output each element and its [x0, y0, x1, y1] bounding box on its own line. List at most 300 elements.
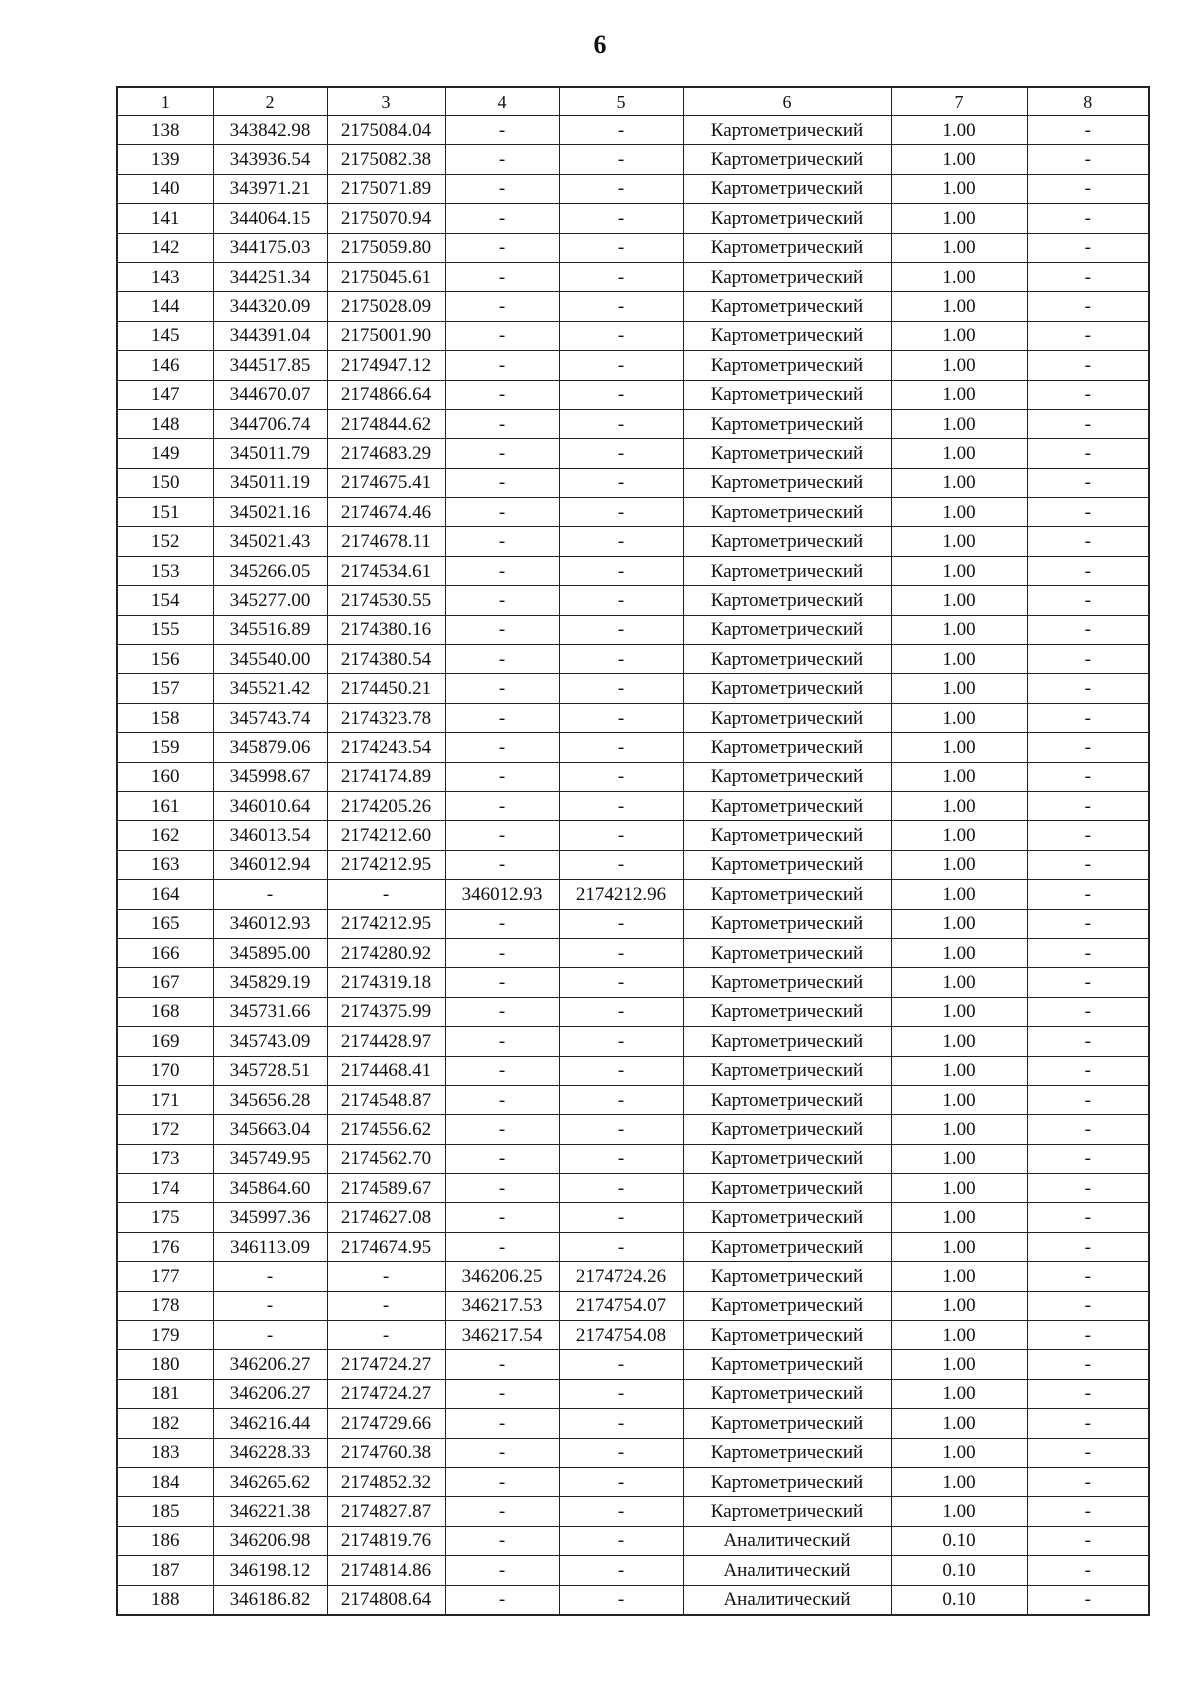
cell-point-number: 158	[117, 703, 213, 732]
cell-new-y-coordinate: -	[559, 1174, 683, 1203]
cell-new-y-coordinate: -	[559, 938, 683, 967]
cell-x-coordinate: 345516.89	[213, 615, 327, 644]
table-row	[117, 586, 1149, 615]
cell-note: -	[1027, 791, 1149, 820]
table-row	[117, 880, 1149, 909]
cell-accuracy: 1.00	[891, 821, 1027, 850]
cell-y-coordinate: -	[327, 1262, 445, 1291]
cell-new-x-coordinate: 346206.25	[445, 1262, 559, 1291]
cell-point-number: 163	[117, 850, 213, 879]
cell-y-coordinate: 2174212.95	[327, 909, 445, 938]
cell-method: Картометрический	[683, 145, 891, 174]
cell-note: -	[1027, 292, 1149, 321]
cell-point-number: 187	[117, 1556, 213, 1585]
cell-new-x-coordinate: -	[445, 1350, 559, 1379]
cell-accuracy: 1.00	[891, 1085, 1027, 1114]
cell-x-coordinate: 345663.04	[213, 1115, 327, 1144]
cell-x-coordinate: 345011.79	[213, 439, 327, 468]
cell-x-coordinate: 346228.33	[213, 1438, 327, 1467]
cell-new-y-coordinate: -	[559, 204, 683, 233]
cell-new-y-coordinate: -	[559, 409, 683, 438]
cell-note: -	[1027, 703, 1149, 732]
table-row	[117, 292, 1149, 321]
cell-point-number: 166	[117, 938, 213, 967]
cell-note: -	[1027, 233, 1149, 262]
cell-note: -	[1027, 821, 1149, 850]
cell-accuracy: 1.00	[891, 1262, 1027, 1291]
cell-accuracy: 1.00	[891, 409, 1027, 438]
cell-note: -	[1027, 1056, 1149, 1085]
cell-accuracy: 1.00	[891, 1144, 1027, 1173]
cell-x-coordinate: 346216.44	[213, 1409, 327, 1438]
cell-point-number: 154	[117, 586, 213, 615]
cell-x-coordinate: 343842.98	[213, 116, 327, 145]
cell-method: Картометрический	[683, 1291, 891, 1320]
cell-new-x-coordinate: -	[445, 233, 559, 262]
cell-method: Картометрический	[683, 909, 891, 938]
cell-x-coordinate: 345656.28	[213, 1085, 327, 1114]
cell-note: -	[1027, 498, 1149, 527]
cell-y-coordinate: 2174674.46	[327, 498, 445, 527]
table-row	[117, 733, 1149, 762]
cell-x-coordinate: 346198.12	[213, 1556, 327, 1585]
cell-x-coordinate: 346012.94	[213, 850, 327, 879]
cell-new-y-coordinate: -	[559, 1556, 683, 1585]
cell-method: Картометрический	[683, 409, 891, 438]
cell-new-y-coordinate: -	[559, 233, 683, 262]
cell-new-x-coordinate: -	[445, 997, 559, 1026]
cell-note: -	[1027, 1467, 1149, 1496]
cell-method: Картометрический	[683, 556, 891, 585]
cell-x-coordinate: 345879.06	[213, 733, 327, 762]
cell-new-x-coordinate: -	[445, 1232, 559, 1261]
cell-new-y-coordinate: -	[559, 1056, 683, 1085]
cell-accuracy: 1.00	[891, 527, 1027, 556]
cell-accuracy: 1.00	[891, 997, 1027, 1026]
cell-note: -	[1027, 1291, 1149, 1320]
cell-new-x-coordinate: -	[445, 527, 559, 556]
cell-new-x-coordinate: -	[445, 1203, 559, 1232]
cell-accuracy: 1.00	[891, 468, 1027, 497]
cell-y-coordinate: 2174819.76	[327, 1526, 445, 1555]
cell-new-y-coordinate: -	[559, 439, 683, 468]
cell-method: Картометрический	[683, 1174, 891, 1203]
cell-new-y-coordinate: -	[559, 556, 683, 585]
cell-note: -	[1027, 1174, 1149, 1203]
cell-new-x-coordinate: -	[445, 703, 559, 732]
cell-note: -	[1027, 1526, 1149, 1555]
cell-x-coordinate: 346206.27	[213, 1379, 327, 1408]
cell-note: -	[1027, 527, 1149, 556]
cell-accuracy: 0.10	[891, 1556, 1027, 1585]
table-row	[117, 1203, 1149, 1232]
cell-accuracy: 1.00	[891, 439, 1027, 468]
cell-new-y-coordinate: -	[559, 1467, 683, 1496]
cell-note: -	[1027, 1232, 1149, 1261]
cell-accuracy: 1.00	[891, 1379, 1027, 1408]
cell-method: Аналитический	[683, 1585, 891, 1615]
cell-y-coordinate: 2175071.89	[327, 174, 445, 203]
table-row	[117, 498, 1149, 527]
cell-y-coordinate: 2174428.97	[327, 1027, 445, 1056]
cell-new-x-coordinate: -	[445, 645, 559, 674]
table-row	[117, 850, 1149, 879]
cell-point-number: 176	[117, 1232, 213, 1261]
cell-method: Картометрический	[683, 615, 891, 644]
cell-new-x-coordinate: 346217.54	[445, 1321, 559, 1350]
cell-y-coordinate: 2174380.16	[327, 615, 445, 644]
cell-note: -	[1027, 1379, 1149, 1408]
cell-new-x-coordinate: -	[445, 821, 559, 850]
cell-x-coordinate: 345997.36	[213, 1203, 327, 1232]
cell-x-coordinate: 345728.51	[213, 1056, 327, 1085]
cell-y-coordinate: 2174724.27	[327, 1379, 445, 1408]
table-row	[117, 1556, 1149, 1585]
table-row	[117, 791, 1149, 820]
cell-new-y-coordinate: -	[559, 909, 683, 938]
cell-new-x-coordinate: -	[445, 1467, 559, 1496]
cell-new-y-coordinate: -	[559, 968, 683, 997]
cell-x-coordinate: 346012.93	[213, 909, 327, 938]
table-row	[117, 1467, 1149, 1496]
cell-accuracy: 1.00	[891, 351, 1027, 380]
cell-x-coordinate: 345731.66	[213, 997, 327, 1026]
cell-point-number: 164	[117, 880, 213, 909]
cell-x-coordinate: 344670.07	[213, 380, 327, 409]
cell-x-coordinate: -	[213, 880, 327, 909]
cell-accuracy: 1.00	[891, 703, 1027, 732]
cell-accuracy: 1.00	[891, 1174, 1027, 1203]
cell-y-coordinate: 2175001.90	[327, 321, 445, 350]
cell-y-coordinate: 2174375.99	[327, 997, 445, 1026]
cell-new-y-coordinate: -	[559, 850, 683, 879]
cell-point-number: 157	[117, 674, 213, 703]
cell-new-y-coordinate: -	[559, 674, 683, 703]
cell-note: -	[1027, 380, 1149, 409]
cell-x-coordinate: 345540.00	[213, 645, 327, 674]
table-row	[117, 556, 1149, 585]
cell-accuracy: 1.00	[891, 1497, 1027, 1526]
cell-x-coordinate: 343936.54	[213, 145, 327, 174]
cell-new-x-coordinate: -	[445, 762, 559, 791]
cell-note: -	[1027, 1556, 1149, 1585]
cell-x-coordinate: 345829.19	[213, 968, 327, 997]
cell-y-coordinate: 2174548.87	[327, 1085, 445, 1114]
cell-new-y-coordinate: -	[559, 116, 683, 145]
table-row	[117, 1526, 1149, 1555]
table-row	[117, 1497, 1149, 1526]
cell-accuracy: 1.00	[891, 498, 1027, 527]
cell-point-number: 172	[117, 1115, 213, 1144]
cell-new-x-coordinate: -	[445, 1497, 559, 1526]
table-row	[117, 1174, 1149, 1203]
cell-point-number: 151	[117, 498, 213, 527]
cell-point-number: 161	[117, 791, 213, 820]
cell-new-y-coordinate: -	[559, 468, 683, 497]
cell-point-number: 155	[117, 615, 213, 644]
cell-point-number: 188	[117, 1585, 213, 1615]
cell-new-x-coordinate: -	[445, 498, 559, 527]
cell-new-x-coordinate: -	[445, 1085, 559, 1114]
column-header-2: 2	[213, 87, 327, 116]
cell-new-x-coordinate: -	[445, 968, 559, 997]
cell-new-y-coordinate: -	[559, 1585, 683, 1615]
cell-method: Картометрический	[683, 1350, 891, 1379]
cell-new-x-coordinate: -	[445, 116, 559, 145]
table-row	[117, 968, 1149, 997]
cell-new-y-coordinate: -	[559, 1379, 683, 1408]
cell-accuracy: 1.00	[891, 1350, 1027, 1379]
cell-new-x-coordinate: -	[445, 380, 559, 409]
cell-new-y-coordinate: -	[559, 703, 683, 732]
cell-point-number: 186	[117, 1526, 213, 1555]
cell-y-coordinate: 2174589.67	[327, 1174, 445, 1203]
cell-y-coordinate: 2175082.38	[327, 145, 445, 174]
column-header-5: 5	[559, 87, 683, 116]
cell-new-y-coordinate: -	[559, 1144, 683, 1173]
cell-y-coordinate: -	[327, 1321, 445, 1350]
cell-accuracy: 0.10	[891, 1585, 1027, 1615]
cell-new-x-coordinate: -	[445, 1438, 559, 1467]
table-row	[117, 1085, 1149, 1114]
cell-new-x-coordinate: -	[445, 733, 559, 762]
table-row	[117, 997, 1149, 1026]
cell-method: Картометрический	[683, 645, 891, 674]
cell-accuracy: 1.00	[891, 1115, 1027, 1144]
table-row	[117, 615, 1149, 644]
cell-new-x-coordinate: -	[445, 321, 559, 350]
cell-note: -	[1027, 586, 1149, 615]
cell-new-y-coordinate: -	[559, 1203, 683, 1232]
cell-new-y-coordinate: -	[559, 351, 683, 380]
table-row	[117, 1115, 1149, 1144]
cell-point-number: 138	[117, 116, 213, 145]
cell-x-coordinate: 345266.05	[213, 556, 327, 585]
table-row	[117, 527, 1149, 556]
cell-method: Картометрический	[683, 1203, 891, 1232]
cell-note: -	[1027, 351, 1149, 380]
cell-point-number: 179	[117, 1321, 213, 1350]
table-row	[117, 116, 1149, 145]
cell-x-coordinate: 345743.74	[213, 703, 327, 732]
cell-accuracy: 1.00	[891, 1409, 1027, 1438]
cell-x-coordinate: 346221.38	[213, 1497, 327, 1526]
cell-new-y-coordinate: -	[559, 586, 683, 615]
cell-accuracy: 1.00	[891, 262, 1027, 291]
cell-note: -	[1027, 880, 1149, 909]
cell-method: Картометрический	[683, 703, 891, 732]
cell-method: Картометрический	[683, 733, 891, 762]
cell-point-number: 184	[117, 1467, 213, 1496]
cell-point-number: 152	[117, 527, 213, 556]
cell-accuracy: 1.00	[891, 762, 1027, 791]
cell-x-coordinate: 346010.64	[213, 791, 327, 820]
cell-note: -	[1027, 1438, 1149, 1467]
cell-note: -	[1027, 145, 1149, 174]
cell-note: -	[1027, 850, 1149, 879]
cell-point-number: 148	[117, 409, 213, 438]
cell-new-y-coordinate: -	[559, 1115, 683, 1144]
page-number: 6	[593, 30, 607, 59]
cell-y-coordinate: 2175059.80	[327, 233, 445, 262]
cell-point-number: 174	[117, 1174, 213, 1203]
cell-y-coordinate: 2174205.26	[327, 791, 445, 820]
table-row	[117, 1027, 1149, 1056]
table-row	[117, 909, 1149, 938]
table-row	[117, 262, 1149, 291]
cell-accuracy: 1.00	[891, 586, 1027, 615]
table-row	[117, 174, 1149, 203]
cell-y-coordinate: 2175028.09	[327, 292, 445, 321]
cell-new-x-coordinate: -	[445, 1379, 559, 1408]
cell-note: -	[1027, 762, 1149, 791]
cell-method: Картометрический	[683, 174, 891, 203]
cell-y-coordinate: 2175045.61	[327, 262, 445, 291]
cell-method: Картометрический	[683, 821, 891, 850]
cell-method: Картометрический	[683, 1056, 891, 1085]
cell-new-y-coordinate: -	[559, 262, 683, 291]
cell-method: Картометрический	[683, 321, 891, 350]
cell-method: Картометрический	[683, 498, 891, 527]
cell-note: -	[1027, 1497, 1149, 1526]
cell-new-y-coordinate: 2174724.26	[559, 1262, 683, 1291]
cell-new-x-coordinate: -	[445, 1144, 559, 1173]
cell-new-x-coordinate: -	[445, 1056, 559, 1085]
cell-new-y-coordinate: -	[559, 1409, 683, 1438]
cell-note: -	[1027, 116, 1149, 145]
cell-new-y-coordinate: -	[559, 292, 683, 321]
cell-point-number: 159	[117, 733, 213, 762]
cell-point-number: 168	[117, 997, 213, 1026]
cell-method: Картометрический	[683, 527, 891, 556]
cell-note: -	[1027, 674, 1149, 703]
cell-y-coordinate: 2174530.55	[327, 586, 445, 615]
cell-point-number: 160	[117, 762, 213, 791]
cell-note: -	[1027, 1585, 1149, 1615]
cell-y-coordinate: 2175084.04	[327, 116, 445, 145]
cell-method: Картометрический	[683, 1144, 891, 1173]
cell-accuracy: 1.00	[891, 174, 1027, 203]
cell-new-y-coordinate: -	[559, 1350, 683, 1379]
cell-new-y-coordinate: -	[559, 1027, 683, 1056]
cell-new-x-coordinate: -	[445, 1174, 559, 1203]
cell-x-coordinate: 346206.27	[213, 1350, 327, 1379]
cell-accuracy: 1.00	[891, 674, 1027, 703]
table-row	[117, 1409, 1149, 1438]
cell-x-coordinate: -	[213, 1291, 327, 1320]
cell-y-coordinate: 2174760.38	[327, 1438, 445, 1467]
cell-new-y-coordinate: -	[559, 174, 683, 203]
cell-new-y-coordinate: -	[559, 1526, 683, 1555]
cell-accuracy: 1.00	[891, 1232, 1027, 1261]
cell-method: Картометрический	[683, 1115, 891, 1144]
cell-note: -	[1027, 1085, 1149, 1114]
cell-method: Картометрический	[683, 1379, 891, 1408]
cell-new-x-coordinate: -	[445, 409, 559, 438]
cell-note: -	[1027, 556, 1149, 585]
cell-y-coordinate: 2174683.29	[327, 439, 445, 468]
cell-new-x-coordinate: -	[445, 1526, 559, 1555]
cell-x-coordinate: 346265.62	[213, 1467, 327, 1496]
column-header-6: 6	[683, 87, 891, 116]
cell-point-number: 185	[117, 1497, 213, 1526]
cell-x-coordinate: 345743.09	[213, 1027, 327, 1056]
cell-x-coordinate: 345749.95	[213, 1144, 327, 1173]
cell-x-coordinate: 345277.00	[213, 586, 327, 615]
cell-new-y-coordinate: -	[559, 1497, 683, 1526]
cell-method: Картометрический	[683, 1438, 891, 1467]
cell-accuracy: 1.00	[891, 1438, 1027, 1467]
table-header	[117, 87, 1149, 116]
cell-x-coordinate: 344175.03	[213, 233, 327, 262]
cell-point-number: 183	[117, 1438, 213, 1467]
cell-y-coordinate: 2174534.61	[327, 556, 445, 585]
column-header-4: 4	[445, 87, 559, 116]
cell-x-coordinate: 345998.67	[213, 762, 327, 791]
cell-accuracy: 1.00	[891, 556, 1027, 585]
cell-new-x-coordinate: -	[445, 1585, 559, 1615]
table-row	[117, 1144, 1149, 1173]
cell-accuracy: 1.00	[891, 733, 1027, 762]
cell-accuracy: 1.00	[891, 645, 1027, 674]
cell-point-number: 139	[117, 145, 213, 174]
cell-new-x-coordinate: -	[445, 439, 559, 468]
cell-method: Картометрический	[683, 262, 891, 291]
cell-accuracy: 1.00	[891, 1027, 1027, 1056]
cell-new-x-coordinate: -	[445, 909, 559, 938]
cell-x-coordinate: 344320.09	[213, 292, 327, 321]
cell-x-coordinate: 343971.21	[213, 174, 327, 203]
cell-note: -	[1027, 1262, 1149, 1291]
cell-new-x-coordinate: 346012.93	[445, 880, 559, 909]
cell-method: Картометрический	[683, 997, 891, 1026]
cell-method: Картометрический	[683, 850, 891, 879]
cell-y-coordinate: 2174729.66	[327, 1409, 445, 1438]
cell-new-y-coordinate: -	[559, 380, 683, 409]
cell-point-number: 177	[117, 1262, 213, 1291]
cell-x-coordinate: 346113.09	[213, 1232, 327, 1261]
cell-new-x-coordinate: -	[445, 262, 559, 291]
cell-note: -	[1027, 1115, 1149, 1144]
cell-new-y-coordinate: -	[559, 145, 683, 174]
cell-method: Картометрический	[683, 762, 891, 791]
cell-point-number: 175	[117, 1203, 213, 1232]
cell-note: -	[1027, 1203, 1149, 1232]
cell-method: Картометрический	[683, 1232, 891, 1261]
cell-note: -	[1027, 262, 1149, 291]
cell-new-y-coordinate: -	[559, 498, 683, 527]
cell-new-y-coordinate: -	[559, 1438, 683, 1467]
cell-y-coordinate: 2174319.18	[327, 968, 445, 997]
cell-point-number: 143	[117, 262, 213, 291]
cell-point-number: 144	[117, 292, 213, 321]
cell-y-coordinate: 2174808.64	[327, 1585, 445, 1615]
cell-x-coordinate: -	[213, 1321, 327, 1350]
cell-x-coordinate: 345021.43	[213, 527, 327, 556]
cell-accuracy: 1.00	[891, 938, 1027, 967]
cell-point-number: 170	[117, 1056, 213, 1085]
cell-new-y-coordinate: -	[559, 1232, 683, 1261]
cell-y-coordinate: 2175070.94	[327, 204, 445, 233]
cell-note: -	[1027, 468, 1149, 497]
cell-new-y-coordinate: -	[559, 1085, 683, 1114]
cell-y-coordinate: 2174212.60	[327, 821, 445, 850]
cell-x-coordinate: 344706.74	[213, 409, 327, 438]
cell-note: -	[1027, 615, 1149, 644]
cell-accuracy: 1.00	[891, 145, 1027, 174]
cell-accuracy: 1.00	[891, 321, 1027, 350]
cell-y-coordinate: 2174212.95	[327, 850, 445, 879]
